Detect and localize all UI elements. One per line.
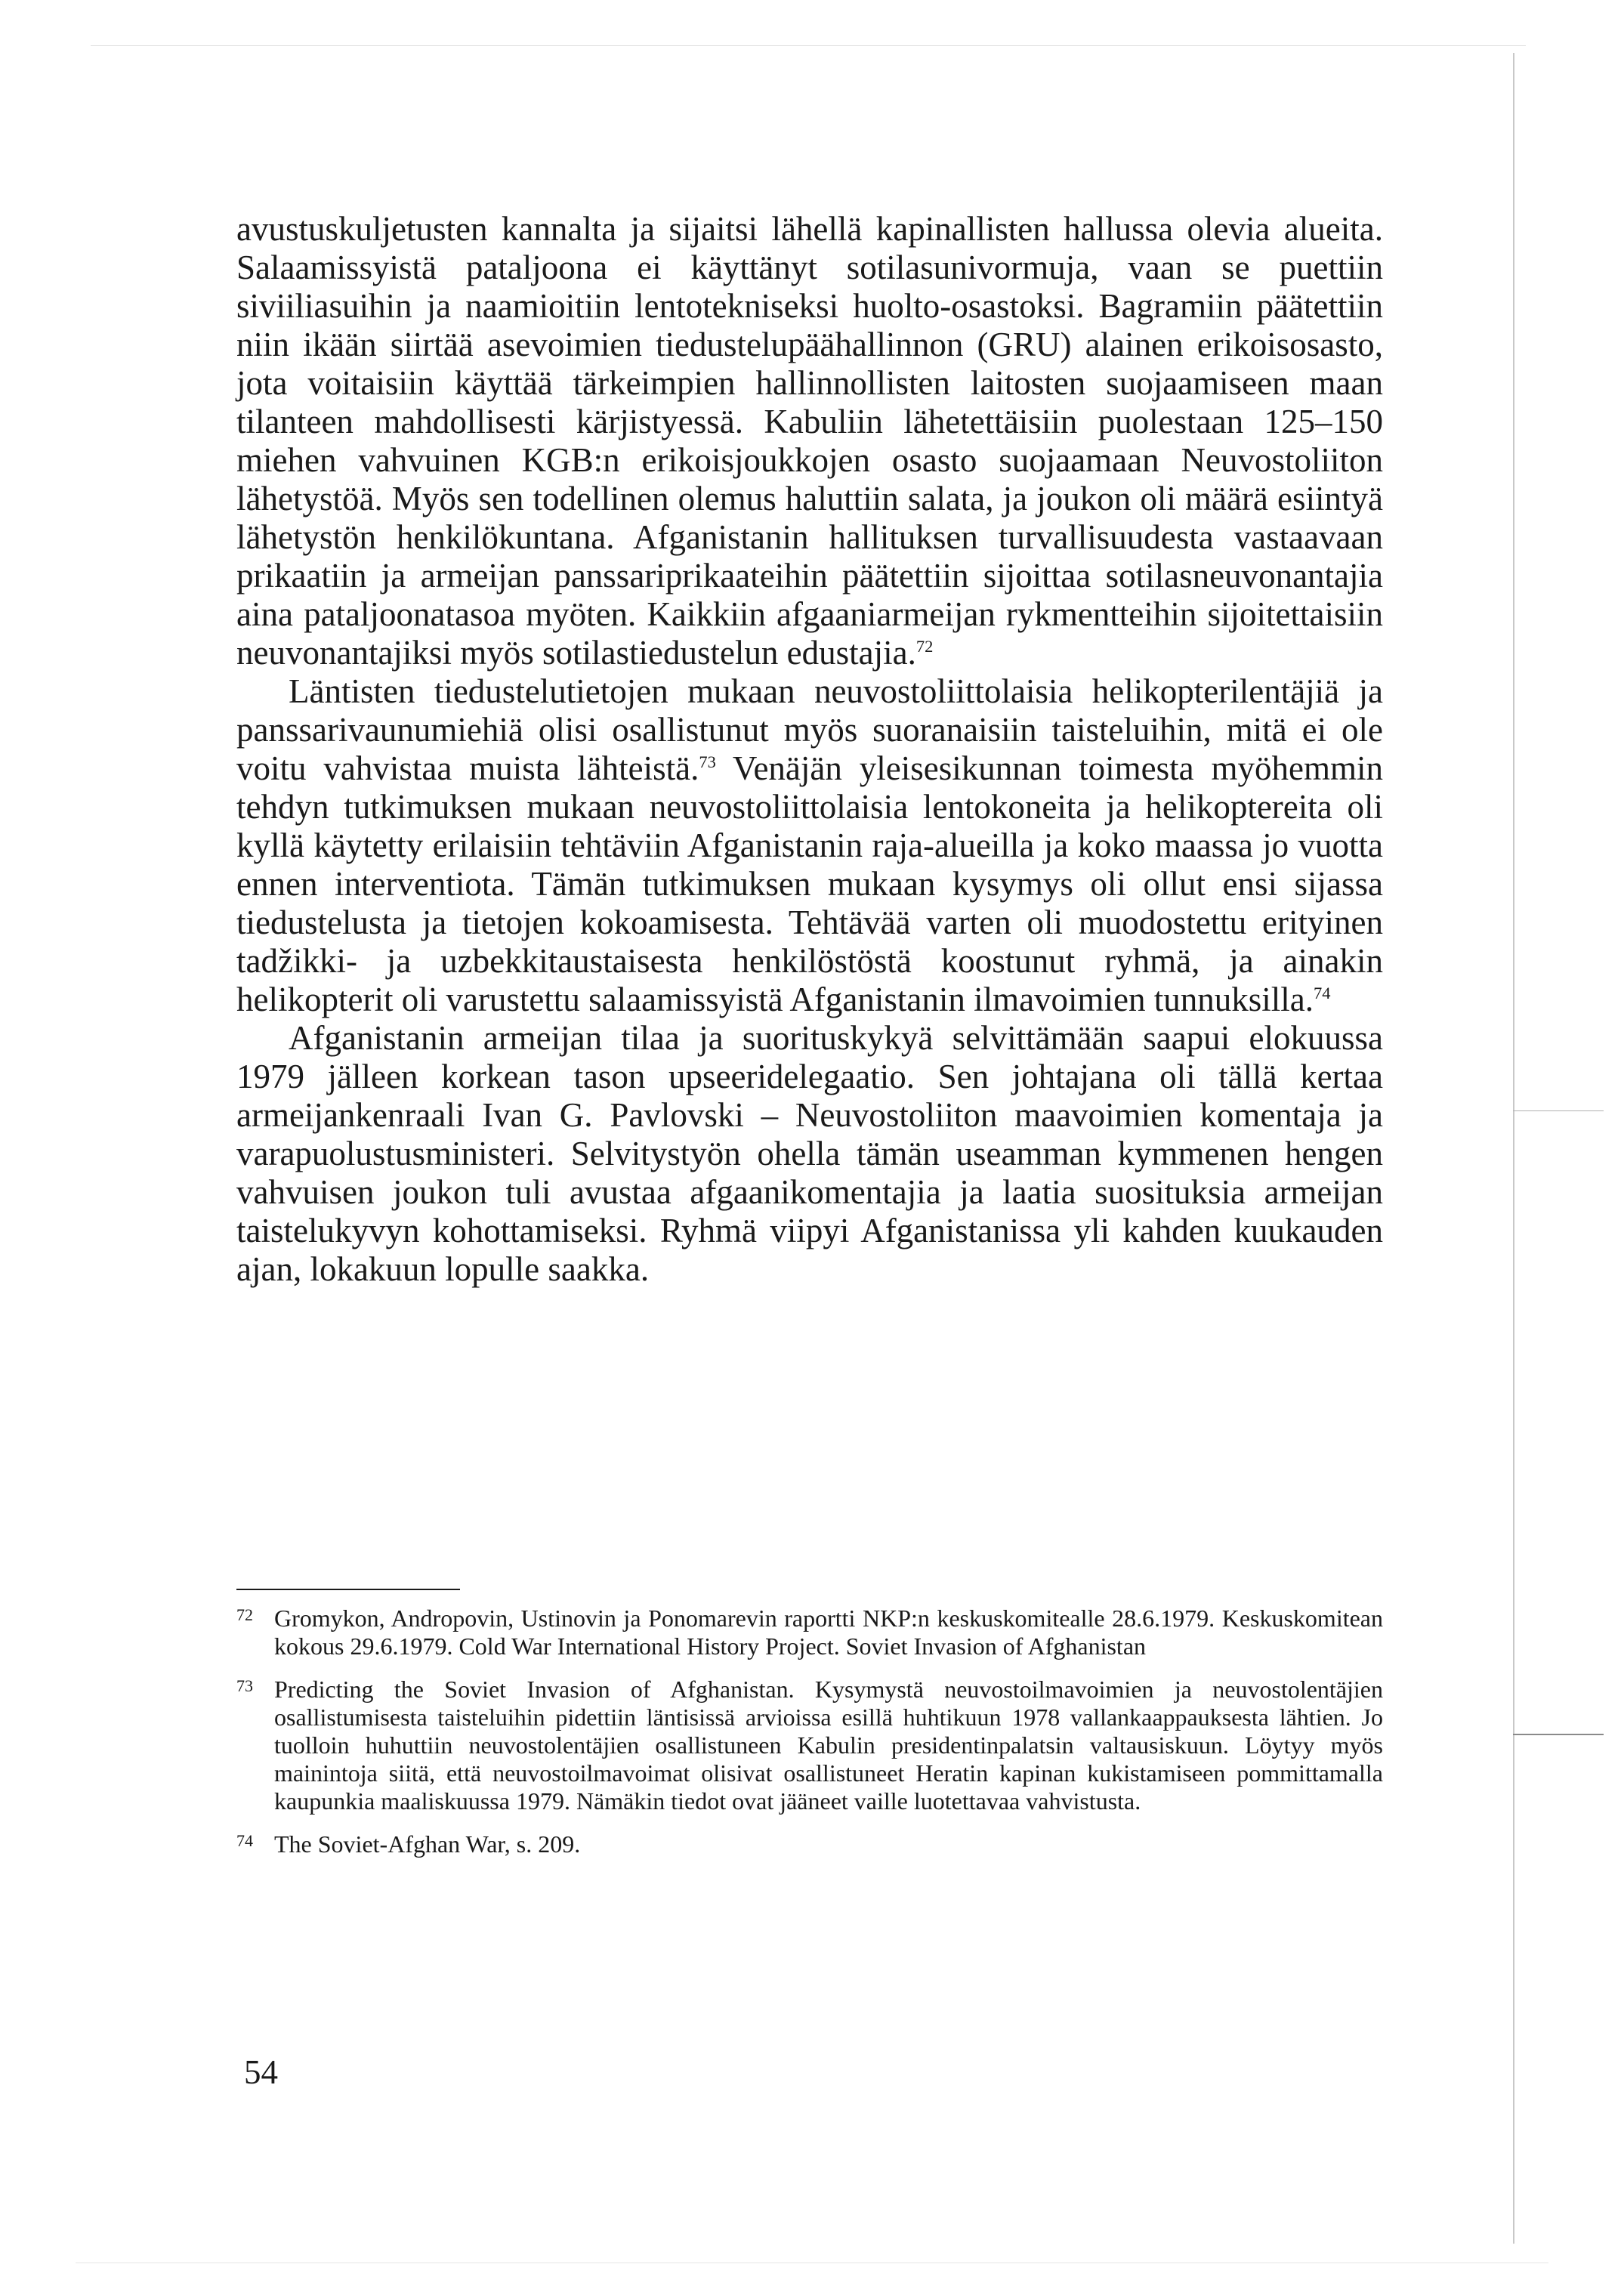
paragraph-2: [236, 672, 1383, 1019]
paragraph-1: [236, 210, 1383, 672]
paragraph-text: Läntisten tiedustelutietojen mukaan neuvostoliittolaisia helikopterilentäjiä ja panssarivaunumiehiä olisi osallistunut myös suoranaisiin taisteluihin, mitä ei ole voitu vahvistaa muista lähteistä.: [236, 672, 1383, 787]
paragraph-text: Venäjän yleisesikunnan toimesta myöhemmin tehdyn tutkimuksen mukaan neuvostoliittolaisia lentokoneita ja helikoptereita oli kyllä käytetty erilaisiin tehtäviin Afganistanin raja-alueilla ja koko maassa jo vuotta ennen interventiota. Tämän tutkimuksen mukaan kysymys oli ollut ensi sijassa tiedustelusta ja tietojen kokoamisesta. Tehtävää varten oli muodostettu erityinen tadžikki- ja uzbekkitaustaisesta henkilöstöstä koostunut ryhmä, ja ainakin helikopterit oli varustettu salaamissyistä Afganistanin ilmavoimien tunnuksilla.: [236, 749, 1383, 1018]
footnote-number: 74: [236, 1831, 253, 1850]
footnote-number: 73: [236, 1676, 253, 1695]
footnotes: [236, 1605, 1383, 1873]
scan-border-right: [1513, 53, 1514, 2244]
footnote-74: [236, 1830, 1383, 1858]
scan-mark: [1513, 1734, 1604, 1735]
paragraph-3: [236, 1019, 1383, 1289]
footnote-number: 72: [236, 1605, 253, 1624]
footnote-72: [236, 1605, 1383, 1660]
scan-border-top: [91, 45, 1526, 46]
scan-mark: [1513, 1110, 1604, 1111]
footnote-ref: 73: [699, 752, 716, 771]
footnote-text: The Soviet-Afghan War, s. 209.: [274, 1830, 581, 1858]
paragraph-text: avustuskuljetusten kannalta ja sijaitsi lähellä kapinallisten hallussa olevia alueita. Salaamissyistä pataljoona ei käyttänyt sotilasunivormuja, vaan se puettiin siviiliasuihin ja naamioitiin lentotekniseksi huolto-osastoksi. Bagramiin päätettiin niin ikään siirtää asevoimien tiedustelupäähallinnon (GRU) alainen erikoisosasto, jota voitaisiin käyttää tärkeimpien hallinnollisten laitosten suojaamiseen maan tilanteen mahdollisesti kärjistyessä. Kabuliin lähetettäisiin puolestaan 125–150 miehen vahvuinen KGB:n erikoisjoukkojen osasto suojaamaan Neuvostoliiton lähetystöä. Myös sen todellinen olemus haluttiin salata, ja joukon oli määrä esiintyä lähetystön henkilökuntana. Afganistanin hallituksen turvallisuudesta vastaavaan prikaatiin ja armeijan panssariprikaateihin päätettiin sijoittaa sotilasneuvonantajia aina pataljoonatasoa myöten. Kaikkiin afgaaniarmeijan rykmentteihin sijoitettaisiin neuvonantajiksi myös sotilastiedustelun edustajia.: [236, 210, 1383, 672]
footnote-text: Gromykon, Andropovin, Ustinovin ja Ponomarevin raportti NKP:n keskuskomitealle 28.6.1979. Keskuskomitean kokous 29.6.1979. Cold War International History Project. Soviet Invasion of Afghanistan: [274, 1605, 1383, 1660]
footnote-divider: [236, 1589, 460, 1590]
paragraph-text: Afganistanin armeijan tilaa ja suorituskykyä selvittämään saapui elokuussa 1979 jälleen korkean tason upseeridelegaatio. Sen johtajana oli tällä kertaa armeijankenraali Ivan G. Pavlovski – Neuvostoliiton maavoimien komentaja ja varapuolustusministeri. Selvitystyön ohella tämän useamman kymmenen hengen vahvuisen joukon tuli avustaa afgaanikomentajia ja laatia suosituksia armeijan taistelukyvyn kohottamiseksi. Ryhmä viipyi Afganistanissa yli kahden kuukauden ajan, lokakuun lopulle saakka.: [236, 1019, 1383, 1288]
footnote-text: Predicting the Soviet Invasion of Afghanistan. Kysymystä neuvostoilmavoimien ja neuvostolentäjien osallistumisesta taisteluihin pidettiin läntisissä arvioissa esillä huhtikuun 1978 vallankaappauksesta lähtien. Jo tuolloin huhuttiin neuvostolentäjien osallistuneen Kabulin presidentinpalatsin valtausiskuun. Löytyy myös mainintoja siitä, että neuvostoilmavoimat olisivat osallistuneet Heratin kapinan kukistamiseen pommittamalla kaupunkia maaliskuussa 1979. Nämäkin tiedot ovat jääneet vaille luotettavaa vahvistusta.: [274, 1676, 1383, 1815]
footnote-ref: 74: [1314, 984, 1331, 1002]
footnote-73: [236, 1676, 1383, 1815]
page-number: 54: [244, 2053, 278, 2091]
body-text: [236, 210, 1383, 1289]
footnote-ref: 72: [915, 637, 934, 656]
